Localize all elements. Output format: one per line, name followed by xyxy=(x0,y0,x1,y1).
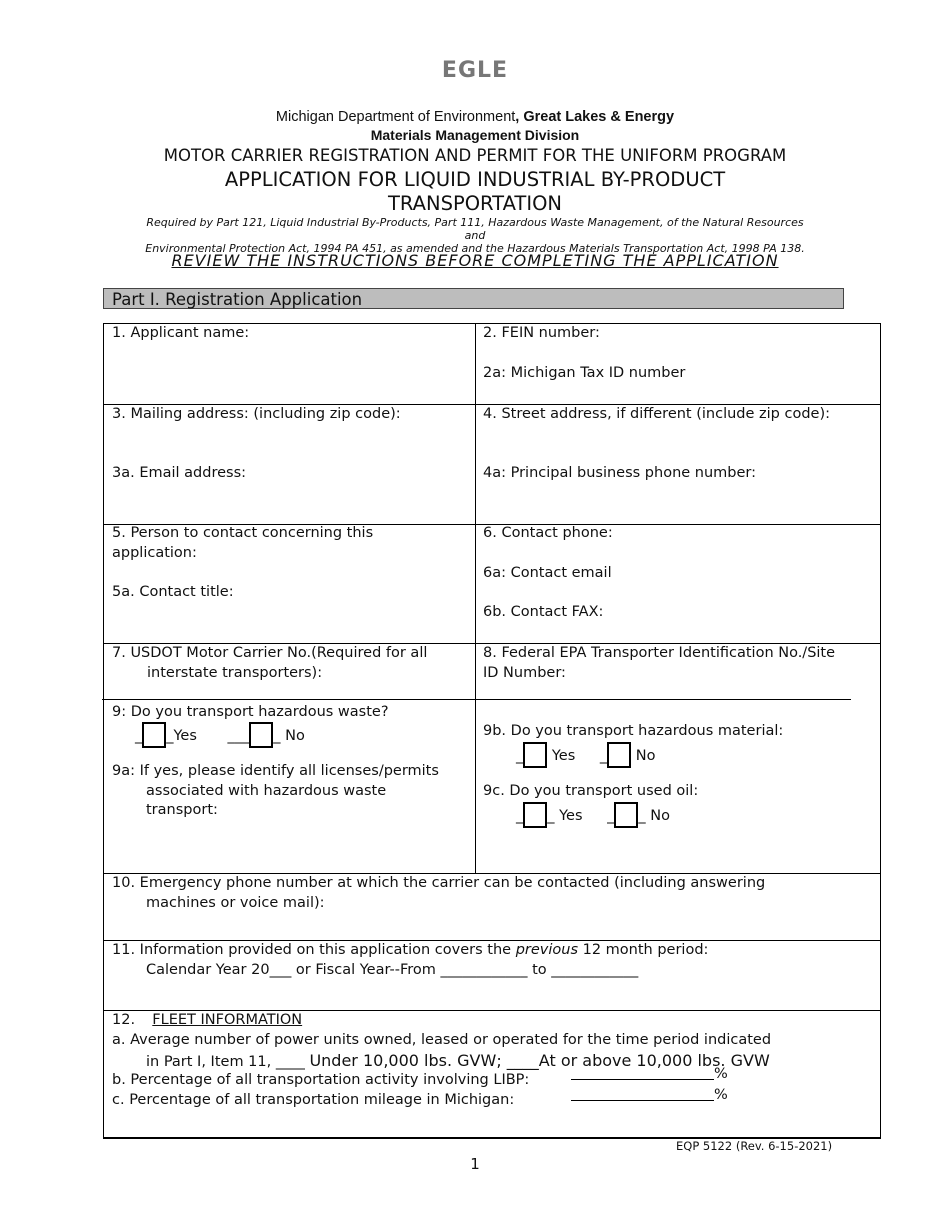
field-epa-transporter-id[interactable]: 8. Federal EPA Transporter Identification No./Site ID Number: xyxy=(483,645,836,681)
agency-name: Michigan Department of Environment, Great Lakes & Energy xyxy=(275,109,675,125)
hazardous-material-yes-checkbox[interactable] xyxy=(523,742,547,768)
fleet-information-section: 12. FLEET INFORMATION xyxy=(112,1012,303,1028)
hazardous-material-options: _ Yes _ No xyxy=(516,742,655,768)
field-libp-percentage[interactable]: b. Percentage of all transportation activity involving LIBP: xyxy=(112,1072,530,1088)
used-oil-yes-checkbox[interactable] xyxy=(523,802,547,828)
used-oil-options: _ _ Yes _ _ No xyxy=(516,802,670,828)
field-contact-fax[interactable]: 6b. Contact FAX: xyxy=(483,604,604,620)
field-applicant-name[interactable]: 1. Applicant name: xyxy=(112,325,250,341)
field-contact-email[interactable]: 6a: Contact email xyxy=(483,565,612,581)
hazardous-waste-no-checkbox[interactable] xyxy=(249,722,273,748)
field-fein-number[interactable]: 2. FEIN number: xyxy=(483,325,600,341)
column-divider xyxy=(475,324,476,873)
fleet-information-heading: FLEET INFORMATION xyxy=(152,1012,303,1028)
field-michigan-mileage-percentage[interactable]: c. Percentage of all transportation mileage in Michigan: xyxy=(112,1092,515,1108)
field-mailing-address[interactable]: 3. Mailing address: (including zip code): xyxy=(112,406,401,422)
used-oil-no-checkbox[interactable] xyxy=(614,802,638,828)
field-contact-person[interactable]: 5. Person to contact concerning this application: xyxy=(112,525,374,561)
review-instructions-notice: REVIEW THE INSTRUCTIONS BEFORE COMPLETING THE APPLICATION xyxy=(171,251,779,270)
field-emergency-phone[interactable]: 10. Emergency phone number at which the carrier can be contacted (including answering machines or voice mail): xyxy=(112,875,766,911)
hazardous-waste-options: _ _Yes ___ _ No xyxy=(135,722,305,748)
row-divider xyxy=(102,699,851,700)
form-title-main: APPLICATION FOR LIQUID INDUSTRIAL BY-PRODUCT TRANSPORTATION xyxy=(224,168,726,215)
field-hazardous-waste-licenses[interactable]: 9a: If yes, please identify all licenses/permits associated with hazardous waste transport: xyxy=(112,763,439,818)
field-usdot-number[interactable]: 7. USDOT Motor Carrier No.(Required for all interstate transporters): xyxy=(112,645,428,681)
field-michigan-tax-id[interactable]: 2a: Michigan Tax ID number xyxy=(483,365,686,381)
part1-heading: Part I. Registration Application xyxy=(103,288,844,309)
question-hazardous-waste: 9: Do you transport hazardous waste? xyxy=(112,704,389,720)
form-code: EQP 5122 (Rev. 6-15-2021) xyxy=(676,1139,833,1153)
michigan-mileage-blank[interactable]: % xyxy=(571,1086,728,1106)
legal-citation: Required by Part 121, Liquid Industrial By-Products, Part 111, Hazardous Waste Management, of the Natural Resources and Environmental Protection Act, 1994 PA 451, as amended and the Hazardous Materials Transportation Act, 1998 PA 138. xyxy=(145,216,805,255)
field-reporting-period[interactable]: 11. Information provided on this application covers the previous 12 month period: Calendar Year 20___ or Fiscal Year--From ____________ to ____________ xyxy=(112,942,709,978)
question-used-oil: 9c. Do you transport used oil: xyxy=(483,783,699,799)
form-title-line1: MOTOR CARRIER REGISTRATION AND PERMIT FOR THE UNIFORM PROGRAM xyxy=(163,146,787,165)
egle-logo: EGLE xyxy=(441,58,509,83)
field-email-address[interactable]: 3a. Email address: xyxy=(112,465,247,481)
hazardous-material-no-checkbox[interactable] xyxy=(607,742,631,768)
field-power-units[interactable]: a. Average number of power units owned, leased or operated for the time period indicated in Part I, Item 11, ____ Under 10,000 lbs. GVW; ____At or above 10,000 lbs. GVW xyxy=(112,1032,772,1070)
field-street-address[interactable]: 4. Street address, if different (include zip code): xyxy=(483,406,830,422)
hazardous-waste-yes-checkbox[interactable] xyxy=(142,722,166,748)
division-name: Materials Management Division xyxy=(370,127,580,143)
field-contact-phone[interactable]: 6. Contact phone: xyxy=(483,525,613,541)
field-business-phone[interactable]: 4a: Principal business phone number: xyxy=(483,465,757,481)
question-hazardous-material: 9b. Do you transport hazardous material: xyxy=(483,723,784,739)
page-number: 1 xyxy=(470,1155,480,1173)
field-contact-title[interactable]: 5a. Contact title: xyxy=(112,584,234,600)
libp-percentage-blank[interactable]: % xyxy=(571,1065,728,1085)
